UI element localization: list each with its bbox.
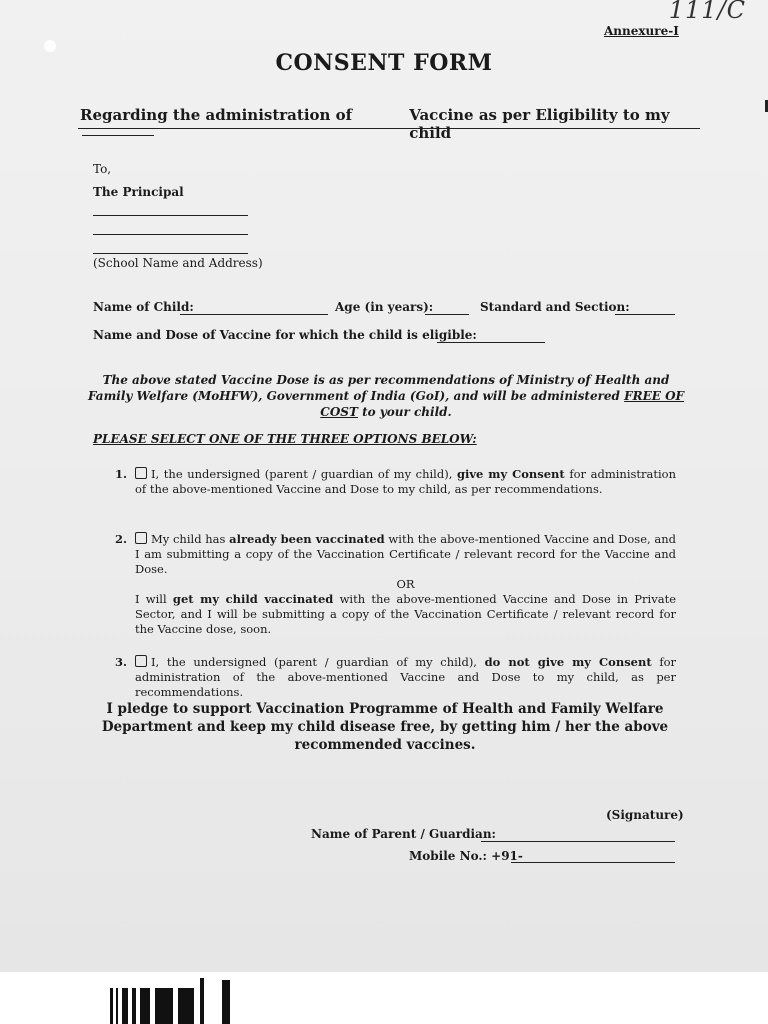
options-heading: PLEASE SELECT ONE OF THE THREE OPTIONS BELOW: xyxy=(93,432,477,446)
scan-artifact xyxy=(140,988,150,1024)
scan-artifact xyxy=(122,988,128,1024)
standard-label: Standard and Section: xyxy=(480,300,630,314)
principal-label: The Principal xyxy=(93,185,184,199)
address-line-1[interactable] xyxy=(93,215,248,216)
school-hint: (School Name and Address) xyxy=(93,256,263,270)
free-of-cost: FREE OF COST xyxy=(320,389,685,419)
scan-border xyxy=(0,972,768,1024)
option-2 xyxy=(115,532,676,637)
scan-artifact xyxy=(222,980,230,1024)
subtitle-right: Vaccine as per Eligibility to my child xyxy=(409,106,670,142)
parent-name-field[interactable] xyxy=(481,841,675,842)
scan-artifact xyxy=(116,988,118,1024)
annexure-label: Annexure-I xyxy=(604,24,679,38)
option-text: I, the undersigned (parent / guardian of my child), xyxy=(151,655,485,669)
address-line-3[interactable] xyxy=(93,253,248,254)
age-label: Age (in years): xyxy=(335,300,434,314)
vaccine-dose-label: Name and Dose of Vaccine for which the child is eligible: xyxy=(93,328,477,342)
option-bold-text: already been vaccinated xyxy=(229,532,385,546)
scan-artifact xyxy=(155,988,173,1024)
scan-artifact xyxy=(200,978,204,1024)
option-text: with the above-mentioned Vaccine and Dose in Private Sector, and I will be submitting a copy of the Vaccination Certificate / relevant record for the Vaccine dose, soon. xyxy=(135,592,677,636)
standard-field[interactable] xyxy=(615,314,675,315)
option-text: I, the undersigned (parent / guardian of my child), xyxy=(151,467,457,481)
option-bold-text: do not give my Consent xyxy=(484,655,652,669)
option-3 xyxy=(115,655,676,700)
vaccine-dose-field[interactable] xyxy=(437,342,545,343)
option-number: 1. xyxy=(115,467,128,481)
to-label: To, xyxy=(93,162,112,176)
option-text: My child has xyxy=(151,532,230,546)
option-text: I will xyxy=(135,592,173,606)
parent-name-label: Name of Parent / Guardian: xyxy=(311,827,496,841)
address-line-2[interactable] xyxy=(93,234,248,235)
scan-artifact xyxy=(178,988,194,1024)
statement-text-end: to your child. xyxy=(357,405,452,419)
option-1 xyxy=(115,467,676,497)
age-field[interactable] xyxy=(425,314,469,315)
option-2-checkbox[interactable] xyxy=(135,532,147,544)
option-bold-text: give my Consent xyxy=(456,467,565,481)
option-1-checkbox[interactable] xyxy=(135,467,147,479)
subtitle-left: Regarding the administration of xyxy=(80,106,353,124)
handwritten-note: 111/C xyxy=(668,0,746,24)
scan-artifact xyxy=(132,988,136,1024)
scan-artifact xyxy=(110,988,113,1024)
statement-text: The above stated Vaccine Dose is as per recommendations of Ministry of Health and Family Welfare (MoHFW), Government of India (GoI), and will be administered xyxy=(87,373,670,403)
vaccine-name-blank[interactable] xyxy=(82,135,154,136)
page-title: CONSENT FORM xyxy=(275,50,493,76)
signature-label: (Signature) xyxy=(606,808,684,822)
mobile-field[interactable] xyxy=(511,862,675,863)
mobile-label: Mobile No.: +91- xyxy=(409,849,523,863)
title-rule xyxy=(78,128,700,129)
child-name-label: Name of Child: xyxy=(93,300,194,314)
option-text: for administration of the above-mentioned Vaccine and Dose to my child, as per recommendations. xyxy=(135,655,676,699)
option-number: 2. xyxy=(115,532,128,546)
option-3-checkbox[interactable] xyxy=(135,655,147,667)
recommendation-statement xyxy=(86,372,686,420)
form-subtitle xyxy=(80,106,700,142)
option-bold-text: get my child vaccinated xyxy=(172,592,334,606)
option-number: 3. xyxy=(115,655,128,669)
option-text: with the above-mentioned Vaccine and Dose, and I am submitting a copy of the Vaccination Certificate / relevant record for the Vaccine and Dose. xyxy=(135,532,676,576)
child-name-field[interactable] xyxy=(180,314,328,315)
pledge-statement: I pledge to support Vaccination Programme of Health and Family Welfare Department and keep my child disease free, by getting him / her the above recommended vaccines. xyxy=(101,701,669,753)
option-text: for administration of the above-mentioned Vaccine and Dose to my child, as per recommendations. xyxy=(135,467,676,496)
or-divider: OR xyxy=(396,577,415,591)
